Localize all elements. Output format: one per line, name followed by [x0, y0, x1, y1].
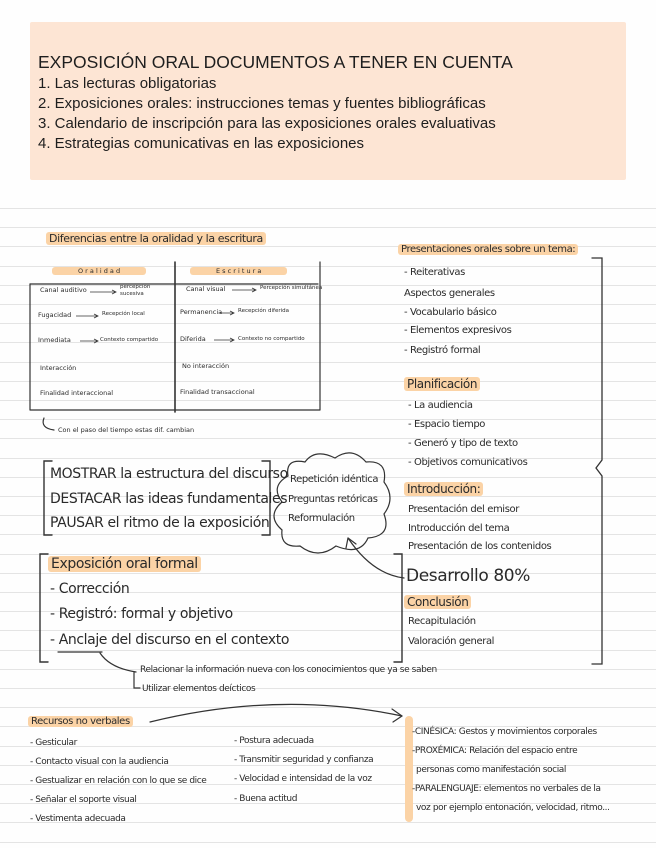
oralidad-row: Inmediata — [38, 336, 71, 344]
recursos-item: - Buena actitud — [234, 794, 298, 804]
planificacion-title: Planificación — [404, 377, 480, 391]
oralidad-header: O r a l i d a d — [52, 267, 146, 275]
formal-subitem: Relacionar la información nueva con los conocimientos que ya se saben — [140, 665, 437, 675]
formal-title: Exposición oral formal — [48, 556, 201, 572]
funcion-item: PAUSAR el ritmo de la exposición — [50, 515, 270, 531]
escritura-row: Finalidad transaccional — [180, 388, 255, 396]
escritura-header: E s c r i t u r a — [190, 267, 287, 275]
recursos-tipo: -PROXÉMICA: Relación del espacio entre — [412, 746, 578, 756]
recursos-tipo: personas como manifestación social — [416, 765, 567, 775]
conclusion-title: Conclusión — [404, 595, 471, 609]
oralidad-row: Finalidad interaccional — [40, 389, 114, 397]
oralidad-row: Interacción — [40, 364, 77, 372]
escritura-row-note: Recepción diferida — [238, 308, 289, 314]
recursos-item: - Postura adecuada — [234, 736, 314, 746]
recursos-tipo: -CINÉSICA: Gestos y movimientos corporales — [412, 727, 597, 737]
recursos-tipo: -PARALENGUAJE: elementos no verbales de la — [412, 784, 601, 794]
funcion-item: DESTACAR las ideas fundamentales — [50, 491, 288, 507]
diferencias-footnote: Con el paso del tiempo estas dif. cambian — [58, 426, 195, 434]
recursos-item: - Vestimenta adecuada — [30, 814, 126, 824]
oralidad-row: Canal auditivo — [40, 286, 87, 294]
recursos-item: - Contacto visual con la audiencia — [30, 757, 169, 767]
oralidad-row-note: percepción sucesiva — [120, 284, 151, 297]
presentaciones-item: - Reiterativas — [404, 267, 465, 278]
formal-item: - Registró: formal y objetivo — [50, 606, 233, 622]
presentaciones-item: - Vocabulario básico — [404, 307, 497, 318]
escritura-row-note: Percepción simultánea — [260, 285, 323, 291]
header-item: 3. Calendario de inscripción para las exposiciones orales evaluativas — [38, 115, 496, 132]
escritura-row: Permanencia — [180, 308, 223, 316]
header-item: 2. Exposiciones orales: instrucciones temas y fuentes bibliográficas — [38, 95, 486, 112]
presentaciones-title: Presentaciones orales sobre un tema: — [398, 244, 578, 255]
cloud-item: Reformulación — [288, 513, 355, 524]
recursos-item: - Velocidad e intensidad de la voz — [234, 774, 372, 784]
presentaciones-item: - Elementos expresivos — [404, 325, 512, 336]
presentaciones-item: Aspectos generales — [404, 288, 495, 299]
oralidad-row: Fugacidad — [38, 311, 72, 319]
cloud-item: Repetición idéntica — [290, 474, 379, 485]
presentaciones-item: - Registró formal — [404, 345, 481, 356]
recursos-item: - Señalar el soporte visual — [30, 795, 137, 805]
desarrollo-title: Desarrollo 80% — [406, 566, 530, 586]
planificacion-item: - Objetivos comunicativos — [408, 457, 528, 468]
formal-item: - Anclaje del discurso en el contexto — [50, 632, 290, 648]
header-item: 4. Estrategias comunicativas en las exposiciones — [38, 135, 365, 152]
recursos-tipo: voz por ejemplo entonación, velocidad, ritmo... — [416, 803, 610, 813]
oralidad-row-note: Recepción local — [102, 311, 145, 317]
conclusion-item: Recapitulación — [408, 616, 476, 627]
cloud-item: Preguntas retóricas — [288, 494, 378, 505]
escritura-row-note: Contexto no compartido — [238, 336, 305, 342]
header-item: 1. Las lecturas obligatorias — [38, 75, 217, 92]
page-title: EXPOSICIÓN ORAL DOCUMENTOS A TENER EN CUENTA — [38, 52, 513, 72]
planificacion-item: - Generó y tipo de texto — [408, 438, 518, 449]
conclusion-item: Valoración general — [408, 636, 495, 647]
introduccion-item: Presentación de los contenidos — [408, 541, 552, 552]
formal-item: - Corrección — [50, 581, 130, 597]
introduccion-item: Presentación del emisor — [408, 504, 519, 515]
escritura-row: No interacción — [182, 362, 230, 370]
funcion-item: MOSTRAR la estructura del discurso — [50, 466, 288, 482]
oralidad-row-note: Contexto compartido — [100, 337, 159, 343]
planificacion-item: - Espacio tiempo — [408, 419, 486, 430]
escritura-row: Canal visual — [186, 285, 226, 293]
introduccion-title: Introducción: — [404, 482, 483, 496]
recursos-item: - Gestualizar en relación con lo que se dice — [30, 776, 207, 786]
recursos-title: Recursos no verbales — [28, 716, 133, 727]
diferencias-title: Diferencias entre la oralidad y la escritura — [46, 232, 266, 245]
recursos-item: - Gesticular — [30, 738, 77, 748]
formal-subitem: Utilizar elementos deícticos — [142, 684, 256, 694]
recursos-item: - Transmitir seguridad y confianza — [234, 755, 374, 765]
planificacion-item: - La audiencia — [408, 400, 473, 411]
escritura-row: Diferida — [180, 335, 206, 343]
introduccion-item: Introducción del tema — [408, 523, 510, 534]
